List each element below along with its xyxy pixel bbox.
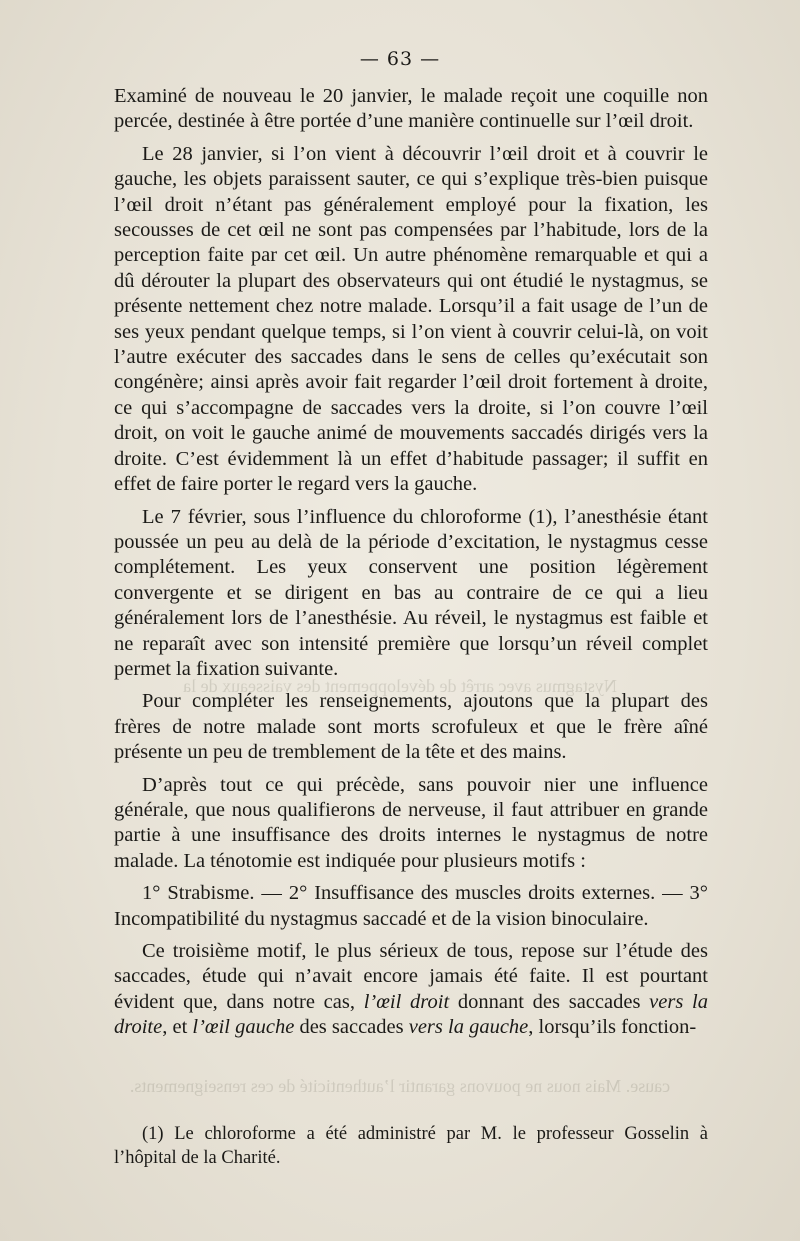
paragraph: Examiné de nouveau le 20 janvier, le malade reçoit une coquille non percée, destinée à être portée d’une manière continuelle sur l’œil droit. xyxy=(114,85,708,133)
italic-text: l’œil droit xyxy=(363,990,450,1013)
text-run: des saccades xyxy=(294,1016,409,1039)
text-run: , lorsqu’ils fonction- xyxy=(528,1016,697,1039)
show-through-text: Nystagmus avec arrêt de développement des vaisseaux de la xyxy=(183,676,617,696)
paragraph: Le 28 janvier, si l’on vient à découvrir l’œil droit et à couvrir le gauche, les objets paraissent sauter, ce qui s’explique très-bien puisque l’œil droit n’étant pas généralement employé pour la fixation, les secousses de cet œil ne sont pas compensées par l’habitude, lors de la perception faite par cet œil. Un autre phénomène remarquable et qui a dû dérouter la plupart des observateurs qui ont étudié le nystagmus, se présente nettement chez notre malade. Lorsqu’il a fait usage de l’un de ses yeux pendant quelque temps, si l’on vient à couvrir celui-là, on voit l’autre exécuter des saccades dans le sens de celles qu’exécutait son congénère; ainsi après avoir fait regarder l’œil droit fortement à droite, ce qui s’accompagne de saccades vers la droite, si l’on couvre l’œil droit, on voit le gauche animé de mouvements saccadés dirigés vers la droite. C’est évidemment là un effet d’habitude passager; il suffit en effet de faire porter le regard vers la gauche. xyxy=(114,142,708,496)
text-run: donnant des saccades xyxy=(449,990,650,1013)
footnote-text: (1) Le chloroforme a été administré par M. le professeur Gosselin à l’hôpital de la Charité. xyxy=(114,1124,708,1168)
footnote xyxy=(114,1122,708,1170)
page-number: — 63 — xyxy=(359,48,441,70)
body-text xyxy=(114,84,708,1048)
show-through-text: cause. Mais nous ne pouvons garantir l’authenticité de ces renseignements. xyxy=(129,1076,671,1096)
paragraph: Pour compléter les renseignements, ajoutons que la plupart des frères de notre malade sont morts scrofuleux et que le frère aîné présente un peu de tremblement de la tête et des mains. xyxy=(114,690,708,764)
italic-text: vers la droite xyxy=(114,990,708,1039)
text-run: Ce troisième motif, le plus sérieux de tous, repose sur l’étude des saccades, étude qui n’avait encore jamais été faite. Il est pourtant évident que, dans notre cas, xyxy=(114,940,708,1013)
text-run: , et xyxy=(162,1016,193,1039)
paragraph: Le 7 février, sous l’influence du chloroforme (1), l’anesthésie étant poussée un peu au delà de la période d’excitation, le nystagmus cesse complétement. Les yeux conservent une position légèrement convergente et se dirigent en bas au contraire de ce qui a lieu généralement lors de l’anesthésie. Au réveil, le nystagmus est faible et ne reparaît avec son intensité première que lorsqu’un réveil complet permet la fixation suivante. xyxy=(114,505,708,680)
paragraph xyxy=(114,939,708,1041)
paragraph: 1° Strabisme. — 2° Insuffisance des muscles droits externes. — 3° Incompatibilité du nystagmus saccadé et de la vision binoculaire. xyxy=(114,882,708,930)
paragraph: D’après tout ce qui précède, sans pouvoir nier une influence générale, que nous qualifierons de nerveuse, il faut attribuer en grande partie à une insuffisance des droits internes le nystagmus de notre malade. La ténotomie est indiquée pour plusieurs motifs : xyxy=(114,773,708,872)
italic-text: vers la gauche xyxy=(408,1016,529,1039)
italic-text: l’œil gauche xyxy=(192,1016,295,1039)
